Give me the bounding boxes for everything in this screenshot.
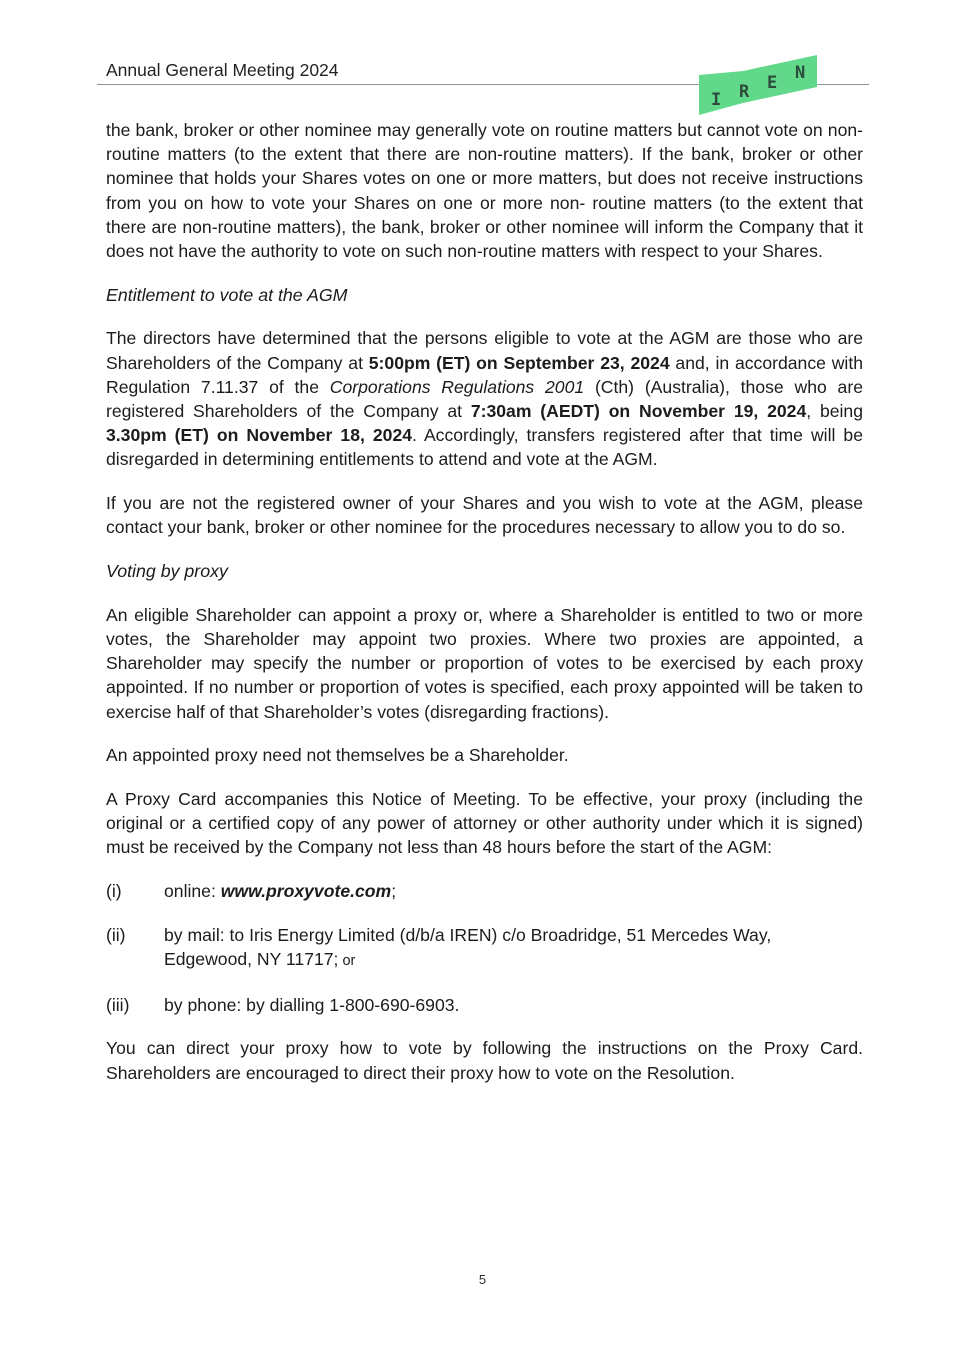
list-number: (i)	[106, 881, 122, 902]
paragraph-intro: the bank, broker or other nominee may generally vote on routine matters but cannot vote on non-routine matters (to the extent that there are non-routine matters). If the bank, broker or other nominee that holds your Shares votes on one or more matters, but does not receive instructions from you on how to vote your Shares on one or more non- routine matters (to the extent that there are non-routine matters), the bank, broker or other nominee will inform the Company that it does not have the authority to vote on such non-routine matters with respect to your Shares.	[106, 120, 863, 262]
regulation-title: Corporations Regulations 2001	[329, 376, 585, 397]
mail-address-text: by mail: to Iris Energy Limited (d/b/a IREN) c/o Broadridge, 51 Mercedes Way, Edgewood, NY 11717;	[164, 924, 772, 969]
list-item-mail	[106, 923, 863, 973]
record-date-et: 5:00pm (ET) on September 23, 2024	[368, 352, 670, 373]
list-conjunction: or	[338, 952, 356, 969]
logo-letter-r: R	[739, 82, 750, 102]
logo-letter-i: I	[711, 90, 722, 110]
record-date-aedt: 7:30am (AEDT) on November 19, 2024	[470, 401, 807, 422]
list-number: (ii)	[106, 924, 126, 945]
text-run: . Accordingly, transfers registered after that time will be disregarded in determining entitlements to attend and vote at the AGM.	[106, 425, 863, 470]
text-run: The directors have determined that the persons eligible to vote at the AGM are those who are Shareholders of the Company at	[106, 328, 863, 373]
paragraph-proxy-card: A Proxy Card accompanies this Notice of Meeting. To be effective, your proxy (including the original or a certified copy of any power of attorney or other authority under which it is signed) must be received by the Company not less than 48 hours before the start of the AGM:	[106, 788, 863, 858]
text-run: and, in accordance with Regulation 7.11.37 of the	[106, 352, 863, 397]
phone-text: by phone: by dialling 1-800-690-6903.	[164, 994, 460, 1015]
list-item-online	[106, 879, 863, 903]
proxyvote-link[interactable]: www.proxyvote.com	[220, 881, 392, 902]
page-content	[106, 118, 863, 1104]
logo-letter-e: E	[767, 73, 778, 93]
heading-voting-by-proxy: Voting by proxy	[106, 561, 228, 582]
list-item-phone	[106, 993, 863, 1017]
list-prefix: online:	[164, 881, 221, 902]
paragraph-proxy-not-shareholder: An appointed proxy need not themselves be a Shareholder.	[106, 745, 569, 766]
list-body	[164, 879, 863, 903]
paragraph-proxy-appointment: An eligible Shareholder can appoint a proxy or, where a Shareholder is entitled to two or more votes, the Shareholder may appoint two proxies. Where two proxies are appointed, a Shareholder may specify the number or proportion of votes to be exercised by each proxy appointed. If no number or proportion of votes is specified, each proxy appointed will be taken to exercise half of that Shareholder’s votes (disregarding fractions).	[106, 604, 863, 722]
paragraph-entitlement-dates	[106, 326, 863, 471]
text-run: , being	[806, 401, 863, 422]
list-body	[164, 923, 863, 973]
heading-entitlement: Entitlement to vote at the AGM	[106, 284, 348, 305]
paragraph-direct-proxy: You can direct your proxy how to vote by following the instructions on the Proxy Card. Shareholders are encouraged to direct their proxy how to vote on the Resolution.	[106, 1038, 863, 1083]
page-number: 5	[478, 1272, 487, 1287]
list-number: (iii)	[106, 994, 130, 1015]
list-suffix: ;	[391, 881, 397, 902]
logo-letter-n: N	[795, 63, 806, 83]
paragraph-not-registered: If you are not the registered owner of your Shares and you wish to vote at the AGM, please contact your bank, broker or other nominee for the procedures necessary to allow you to do so.	[106, 493, 863, 538]
header-title: Annual General Meeting 2024	[106, 60, 339, 80]
iren-logo	[699, 53, 821, 117]
text-run: (Cth) (Australia), those who are registered Shareholders of the Company at	[106, 376, 863, 422]
record-date-et-equivalent: 3.30pm (ET) on November 18, 2024	[106, 425, 413, 446]
